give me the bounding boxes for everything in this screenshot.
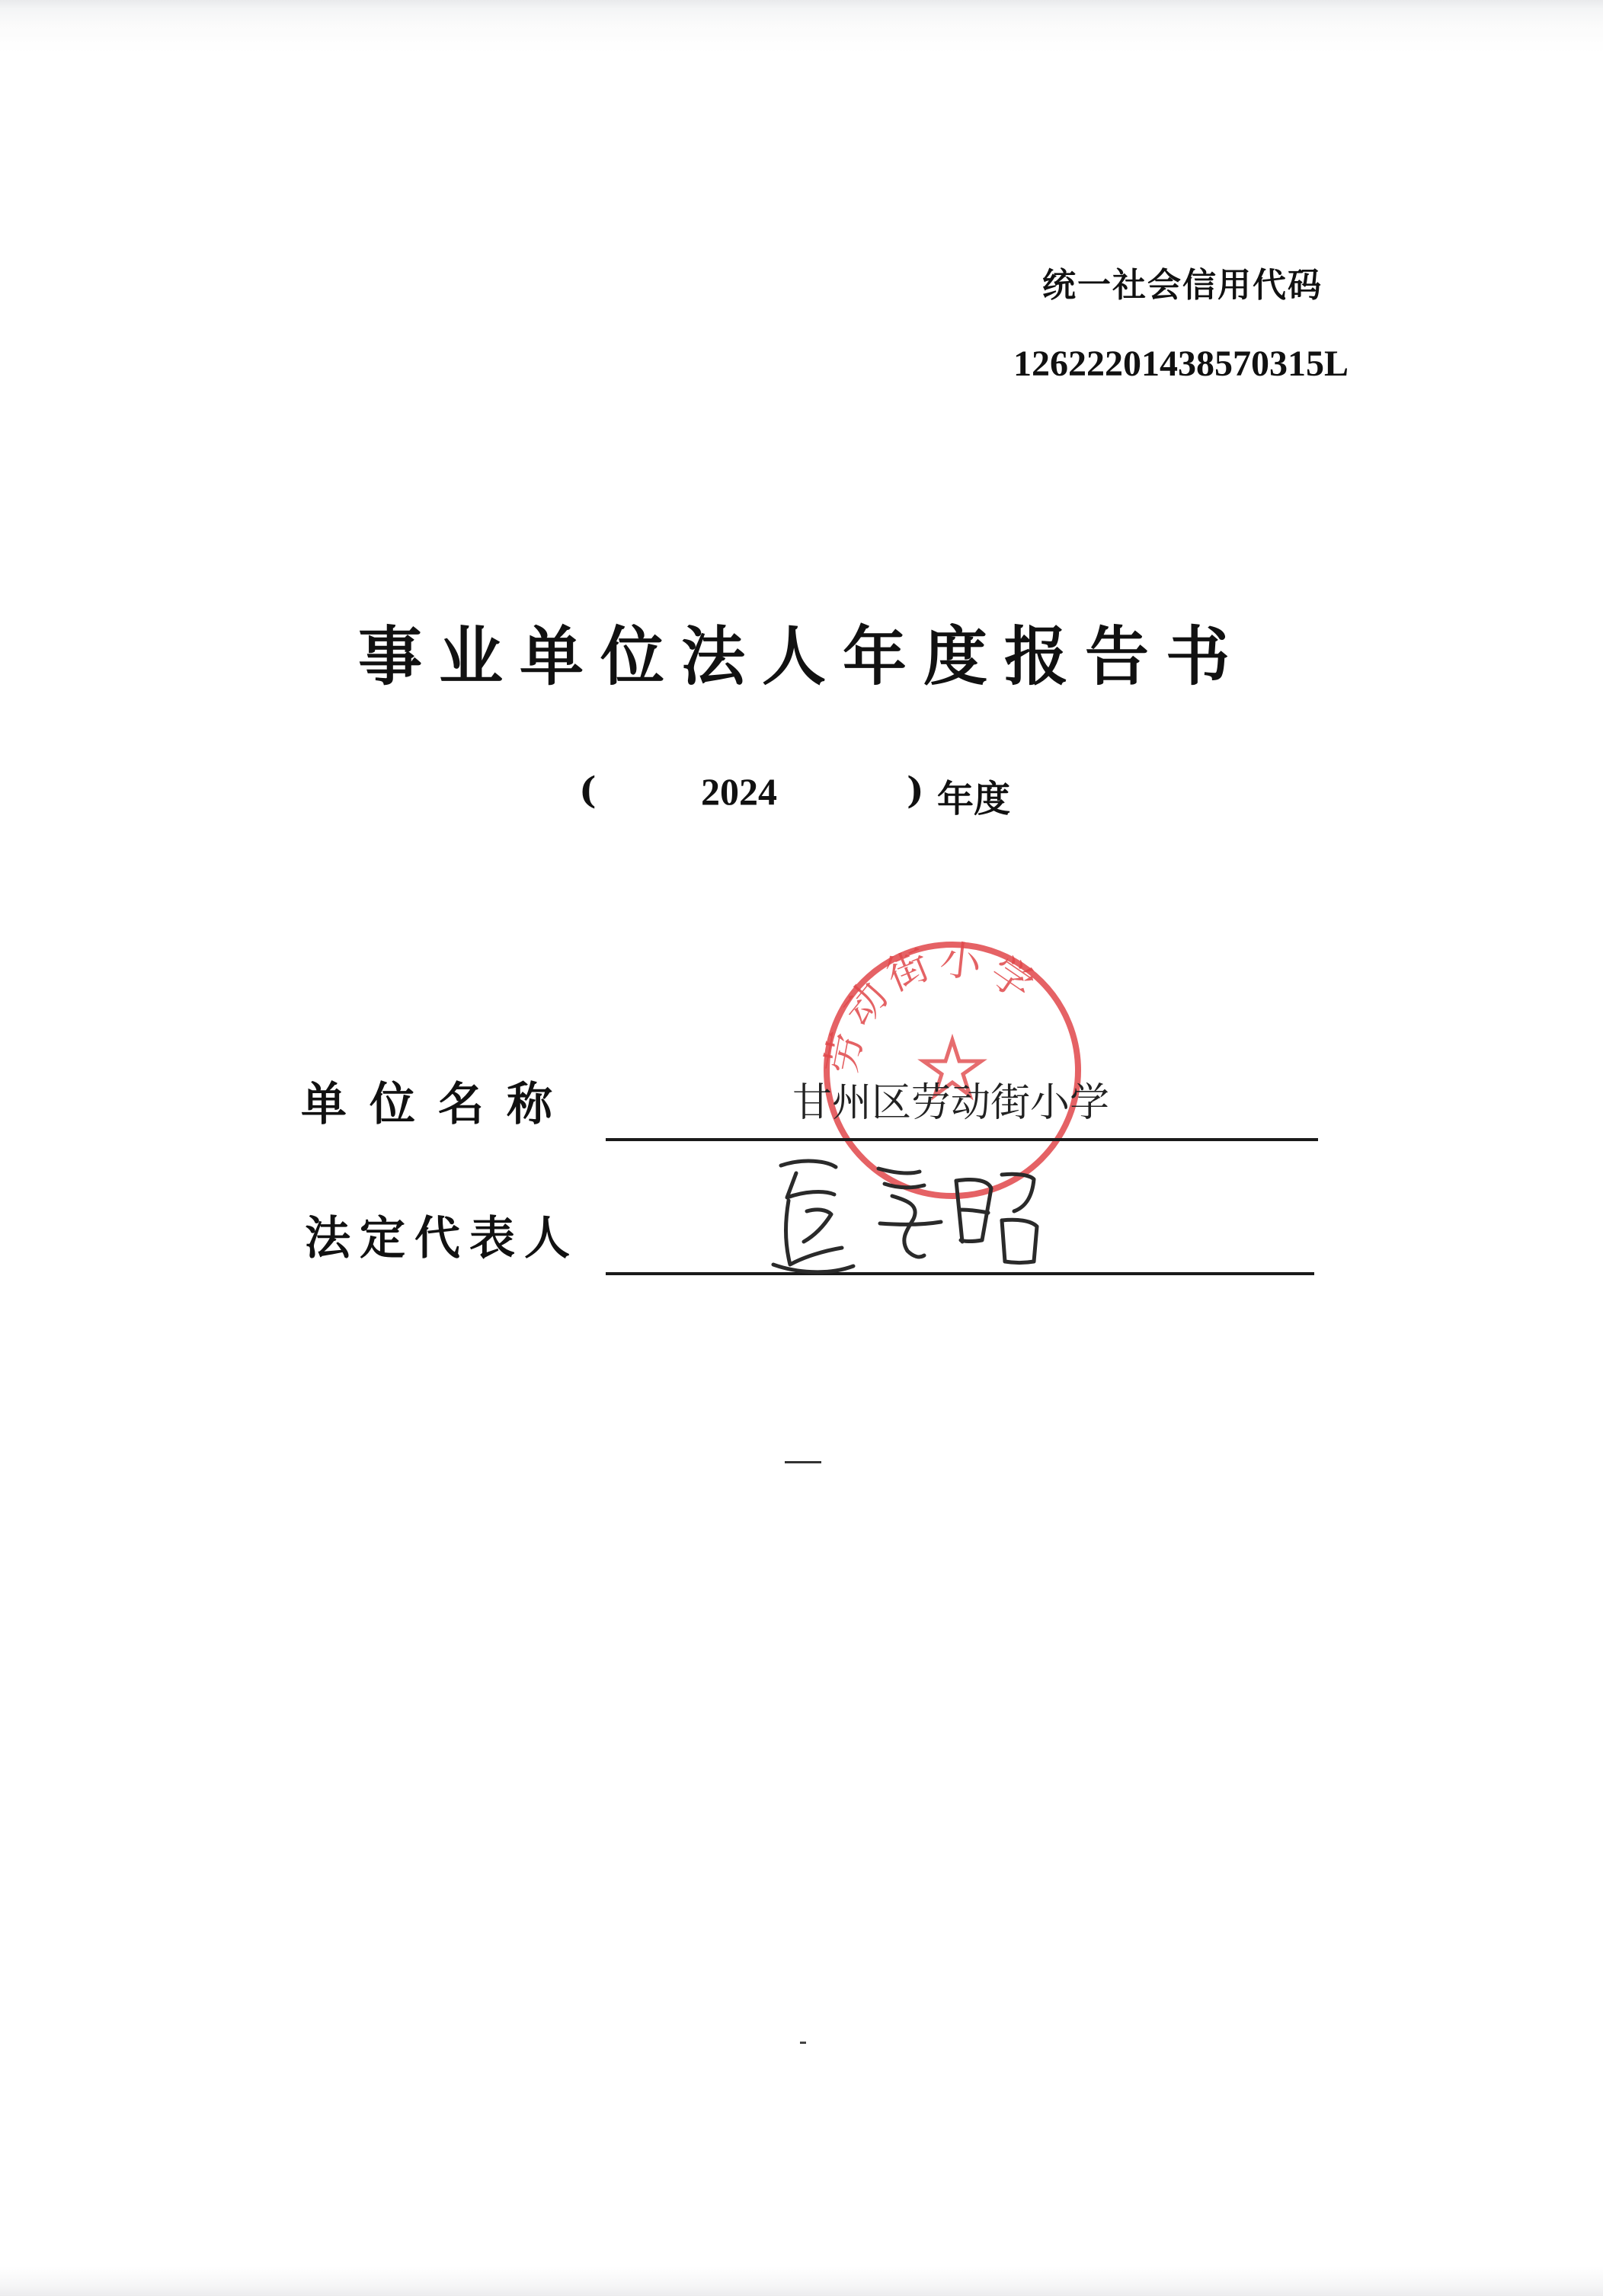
svg-text:劳动街小学 [817,935,1047,1078]
page-number-dash [785,1461,821,1463]
year-open-paren: ( [579,769,597,812]
year-suffix: 年度 [937,778,1011,820]
report-year-line [579,769,1051,823]
handwritten-signature [750,1150,1070,1287]
unit-name-value: 甘州区劳动街小学 [792,1080,1110,1126]
report-year: 2024 [701,770,777,813]
legal-rep-label: 法定代表人 [305,1212,579,1265]
scan-edge-top [0,0,1603,53]
credit-code-value: 12622201438570315L [1013,344,1349,384]
document-title: 事业单位法人年度报告书 [358,619,1247,694]
seal-text: 劳动街小学 [817,935,1048,1078]
unit-name-underline [606,1138,1318,1141]
year-close-paren: ) [907,769,924,812]
unit-name-label: 单位名称 [301,1078,575,1131]
scan-edge-bottom [0,2266,1603,2296]
scan-dust-mark [800,2042,806,2044]
credit-code-label: 统一社会信用代码 [1042,266,1323,305]
